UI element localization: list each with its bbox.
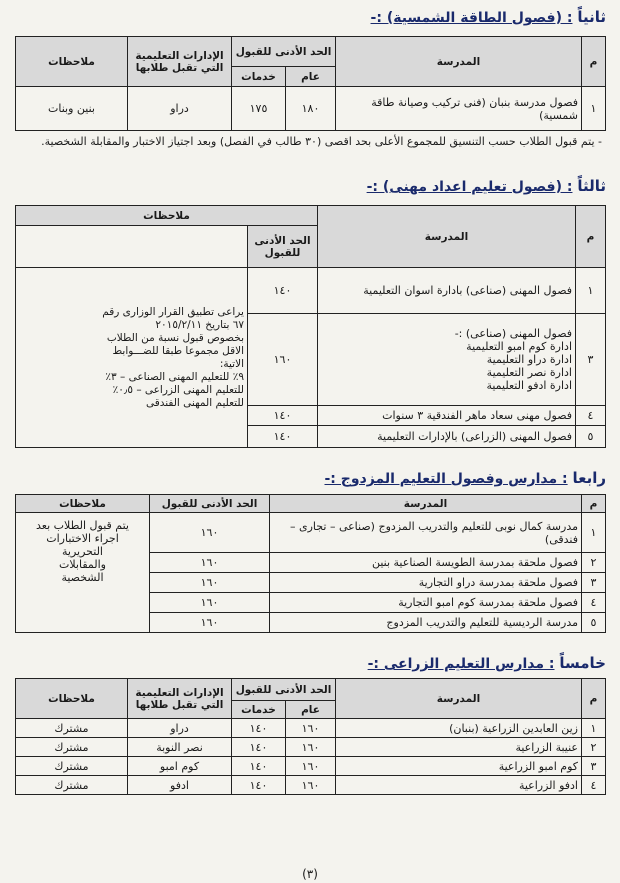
header-school: المدرسة — [318, 206, 576, 268]
header-general: عام — [286, 701, 336, 719]
table-row — [16, 87, 606, 131]
school-line: فصول المهنى (صناعى) :- — [454, 327, 572, 340]
cell-school: فصول مدرسة بنبان (فنى تركيب وصيانة طاقة شمسية) — [336, 87, 582, 131]
cell-m: ١ — [582, 87, 606, 131]
header-m: م — [582, 679, 606, 719]
header-blank — [15, 226, 247, 268]
note-line: يتم قبول الطلاب بعد — [36, 519, 129, 532]
cell-school: فصول ملحقة بمدرسة الطويسة الصناعية بنين — [270, 553, 582, 573]
cell-m: ١ — [576, 268, 606, 314]
cell-school: كوم امبو الزراعية — [336, 757, 582, 776]
header-m: م — [582, 495, 606, 513]
section2-table — [15, 36, 606, 131]
header-min: الحد الأدنى للقبول — [232, 679, 336, 701]
cell-admin: كوم امبو — [128, 757, 232, 776]
table-row — [16, 719, 606, 738]
note-line: الشخصية — [61, 571, 104, 584]
note-line: التحريرية — [62, 545, 103, 558]
note-line: للتعليم المهنى الفندقى — [145, 396, 244, 409]
cell-notes: مشترك — [16, 757, 128, 776]
section2-title: : (فصول الطاقة الشمسية) :- — [370, 10, 573, 26]
table-row — [16, 757, 606, 776]
header-notes: ملاحظات — [15, 206, 317, 226]
cell-min: ١٦٠ — [150, 613, 270, 633]
header-m: م — [582, 37, 606, 87]
section4-table — [15, 494, 606, 633]
cell-admin: نصر النوبة — [128, 738, 232, 757]
header-services: خدمات — [232, 701, 286, 719]
note-line: ٦٧ بتاريخ ٢٠١٥/٢/١١ — [155, 318, 244, 331]
cell-m: ١ — [582, 719, 606, 738]
section5-heading — [368, 654, 606, 672]
cell-services: ١٤٠ — [232, 757, 286, 776]
cell-m: ٤ — [582, 776, 606, 795]
header-notes: ملاحظات — [16, 37, 128, 87]
cell-school: ادفو الزراعية — [336, 776, 582, 795]
cell-services: ١٤٠ — [232, 719, 286, 738]
cell-school: فصول المهنى (صناعى) بادارة اسوان التعليمية — [318, 268, 576, 314]
cell-school: زين العابدين الزراعية (بنبان) — [336, 719, 582, 738]
cell-general: ١٦٠ — [286, 719, 336, 738]
cell-general: ١٦٠ — [286, 738, 336, 757]
cell-m: ١ — [582, 513, 606, 553]
header-school: المدرسة — [336, 37, 582, 87]
table-row — [16, 513, 606, 553]
cell-min: ١٤٠ — [248, 406, 318, 426]
header-admin: الإدارات التعليمية التي تقبل طلابها — [128, 679, 232, 719]
note-line: يراعى تطبيق القرار الوزارى رقم — [102, 305, 244, 318]
section4-title: : مدارس وفصول التعليم المزدوج :- — [324, 471, 568, 487]
table-row — [16, 776, 606, 795]
cell-general: ١٨٠ — [286, 87, 336, 131]
cell-notes: مشترك — [16, 719, 128, 738]
header-m: م — [576, 206, 606, 268]
cell-m: ٢ — [582, 553, 606, 573]
section4-heading — [325, 469, 607, 487]
section5-table — [15, 678, 606, 795]
school-line: ادارة كوم امبو التعليمية — [466, 340, 572, 353]
cell-services: ١٤٠ — [232, 776, 286, 795]
cell-m: ٣ — [576, 314, 606, 406]
cell-school: فصول المهنى (الزراعى) بالإدارات التعليمية — [318, 426, 576, 448]
note-line: والمقابلات — [59, 558, 106, 571]
section3-heading — [367, 177, 606, 195]
section3-ordinal: ثالثاً — [577, 177, 606, 195]
section3-title: : (فصول تعليم اعداد مهنى) :- — [366, 179, 573, 195]
cell-min: ١٤٠ — [248, 426, 318, 448]
cell-min: ١٦٠ — [150, 593, 270, 613]
note-line: للتعليم المهنى الزراعى – ٠٫٥٪ — [112, 383, 244, 396]
cell-admin: ادفو — [128, 776, 232, 795]
cell-notes: مشترك — [16, 776, 128, 795]
cell-school: مدرسة كمال نوبى للتعليم والتدريب المزدوج (صناعى – تجارى – فندقى) — [270, 513, 582, 553]
note-line: ٩٪ للتعليم المهنى الصناعى – ٣٪ — [105, 370, 244, 383]
section3-table — [15, 205, 606, 448]
cell-m: ٣ — [582, 573, 606, 593]
table-row — [16, 738, 606, 757]
note-line: الاتية: — [219, 357, 244, 370]
cell-notes — [15, 268, 247, 448]
cell-school: مدرسة الرديسية للتعليم والتدريب المزدوج — [270, 613, 582, 633]
cell-general: ١٦٠ — [286, 776, 336, 795]
table-row — [15, 268, 605, 314]
cell-min: ١٤٠ — [248, 268, 318, 314]
cell-admin: دراو — [128, 719, 232, 738]
cell-m: ٤ — [582, 593, 606, 613]
cell-services: ١٧٥ — [232, 87, 286, 131]
note-line: بخصوص قبول نسبة من الطلاب — [106, 331, 244, 344]
header-general: عام — [286, 67, 336, 87]
cell-m: ٥ — [576, 426, 606, 448]
cell-notes: بنين وبنات — [16, 87, 128, 131]
section2-note: - يتم قبول الطلاب حسب التنسيق للمجموع الأعلى بحد اقصى (٣٠ طالب في الفصل) وبعد اجتياز الاختبار والمقابلة الشخصية. — [41, 135, 602, 148]
cell-notes — [16, 513, 150, 633]
cell-general: ١٦٠ — [286, 757, 336, 776]
header-min: الحد الأدنى للقبول — [232, 37, 336, 67]
section5-ordinal: خامساً — [559, 654, 606, 672]
page-number: (٣) — [302, 867, 318, 881]
header-school: المدرسة — [270, 495, 582, 513]
header-min: الحد الأدنى للقبول — [248, 226, 318, 268]
cell-school: عنيبة الزراعية — [336, 738, 582, 757]
note-line: اجراء الاختبارات — [46, 532, 119, 545]
section4-ordinal: رابعا — [572, 469, 606, 487]
note-line: الاقل مجموعا طبقا للضـــوابط — [112, 344, 244, 357]
cell-m: ٤ — [576, 406, 606, 426]
cell-min: ١٦٠ — [150, 513, 270, 553]
section2-ordinal: ثانياً — [577, 8, 606, 26]
cell-m: ٣ — [582, 757, 606, 776]
school-line: ادارة دراو التعليمية — [486, 353, 572, 366]
cell-min: ١٦٠ — [150, 573, 270, 593]
school-line: ادارة ادفو التعليمية — [486, 379, 572, 392]
cell-school — [318, 314, 576, 406]
cell-school: فصول مهنى سعاد ماهر الفندقية ٣ سنوات — [318, 406, 576, 426]
section5-title: : مدارس التعليم الزراعى :- — [367, 656, 555, 672]
cell-min: ١٦٠ — [248, 314, 318, 406]
header-notes: ملاحظات — [16, 679, 128, 719]
cell-school: فصول ملحقة بمدرسة كوم امبو التجارية — [270, 593, 582, 613]
header-notes: ملاحظات — [16, 495, 150, 513]
header-services: خدمات — [232, 67, 286, 87]
header-min: الحد الأدنى للقبول — [150, 495, 270, 513]
cell-services: ١٤٠ — [232, 738, 286, 757]
cell-notes: مشترك — [16, 738, 128, 757]
cell-m: ٢ — [582, 738, 606, 757]
school-line: ادارة نصر التعليمية — [486, 366, 572, 379]
cell-school: فصول ملحقة بمدرسة دراو التجارية — [270, 573, 582, 593]
cell-m: ٥ — [582, 613, 606, 633]
cell-min: ١٦٠ — [150, 553, 270, 573]
cell-admin: دراو — [128, 87, 232, 131]
header-admin: الإدارات التعليمية التي تقبل طلابها — [128, 37, 232, 87]
header-school: المدرسة — [336, 679, 582, 719]
section2-heading — [371, 8, 606, 26]
